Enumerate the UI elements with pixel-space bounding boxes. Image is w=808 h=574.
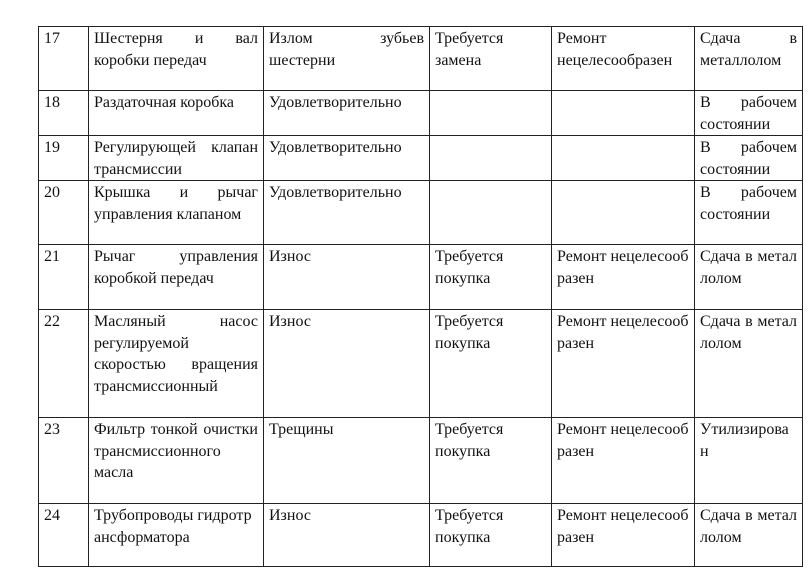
required-action (430, 181, 552, 245)
defect-description: Трещины (264, 418, 430, 504)
final-result: Сдача в металлолом (695, 245, 803, 310)
defect-description: Износ (264, 245, 430, 310)
final-result: Утилизирован (695, 418, 803, 504)
required-action: Требуется замена (430, 27, 552, 91)
defect-description: Удовлетворительно (264, 136, 430, 181)
part-name: Регулирующей клапан трансмиссии (89, 136, 264, 181)
defect-description: Излом зубьев шестерни (264, 27, 430, 91)
row-number: 17 (39, 27, 89, 91)
table-row (39, 136, 803, 181)
part-name: Раздаточная коробка (89, 91, 264, 136)
repair-status: Ремонт нецелесообразен (552, 418, 695, 504)
final-result: В рабочем состоянии (695, 181, 803, 245)
table-row (39, 27, 803, 91)
row-number: 20 (39, 181, 89, 245)
required-action: Требуется покупка (430, 310, 552, 418)
part-name: Крышка и рычаг управления клапаном (89, 181, 264, 245)
defect-table (38, 26, 803, 567)
row-number: 19 (39, 136, 89, 181)
row-number: 23 (39, 418, 89, 504)
table-row (39, 181, 803, 245)
repair-status (552, 181, 695, 245)
final-result: В рабочем состоянии (695, 136, 803, 181)
repair-status: Ремонт нецелесообразен (552, 310, 695, 418)
final-result: Сдача в металлолом (695, 310, 803, 418)
defect-description: Удовлетворительно (264, 181, 430, 245)
table-row (39, 310, 803, 418)
final-result: Сдача в металлолом (695, 504, 803, 567)
final-result: Сдача в металлолом (695, 27, 803, 91)
repair-status (552, 136, 695, 181)
part-name: Трубопроводы гидротрансформатора (89, 504, 264, 567)
repair-status: Ремонт нецелесообразен (552, 27, 695, 91)
repair-status: Ремонт нецелесообразен (552, 504, 695, 567)
table-row (39, 504, 803, 567)
row-number: 21 (39, 245, 89, 310)
repair-status: Ремонт нецелесообразен (552, 245, 695, 310)
defect-description: Износ (264, 504, 430, 567)
part-name: Шестерня и вал коробки передач (89, 27, 264, 91)
row-number: 22 (39, 310, 89, 418)
final-result: В рабочем состоянии (695, 91, 803, 136)
required-action (430, 91, 552, 136)
table-row (39, 245, 803, 310)
table-row (39, 418, 803, 504)
row-number: 24 (39, 504, 89, 567)
table-row (39, 91, 803, 136)
part-name: Масляный насос регулируемой скоростью вращения трансмиссионный (89, 310, 264, 418)
defect-description: Износ (264, 310, 430, 418)
part-name: Фильтр тонкой очистки трансмиссионного масла (89, 418, 264, 504)
row-number: 18 (39, 91, 89, 136)
defect-description: Удовлетворительно (264, 91, 430, 136)
required-action: Требуется покупка (430, 418, 552, 504)
repair-status (552, 91, 695, 136)
part-name: Рычаг управления коробкой передач (89, 245, 264, 310)
required-action: Требуется покупка (430, 504, 552, 567)
required-action (430, 136, 552, 181)
required-action: Требуется покупка (430, 245, 552, 310)
